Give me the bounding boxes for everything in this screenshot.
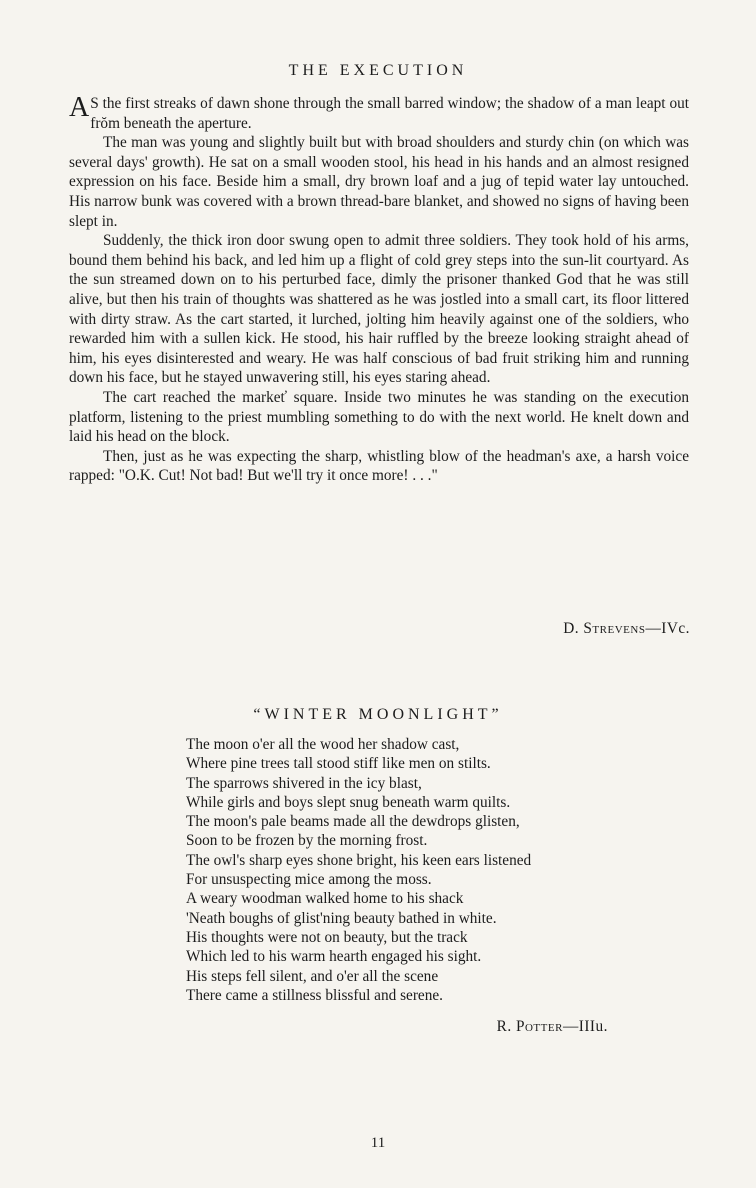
story-paragraph-text: S the first streaks of dawn shone through the small barred window; the shadow of a man leapt out frŏm beneath the aperture. [90, 95, 689, 132]
poem-line: For unsuspecting mice among the moss. [186, 871, 432, 889]
poem-line: The moon's pale beams made all the dewdrops glisten, [186, 813, 520, 831]
story-paragraph: Suddenly, the thick iron door swung open to admit three soldiers. They took hold of his arms, bound them behind his back, and led him up a flight of cold grey steps into the sun-lit courtyard. As the sun streamed down on to his perturbed face, dimly the prisoner thanked God that he was still alive, but then his train of thoughts was shattered as he was jostled into a small cart, its floor littered with dirty straw. As the cart started, it lurched, jolting him heavily against one of the soldiers, who rewarded him with a sullen kick. He stood, his hair ruffled by the breeze looking straight ahead of him, his eyes disinterested and weary. He was half conscious of bad fruit striking him and running down his face, but he stayed unwavering still, his eyes staring ahead. [69, 232, 689, 387]
page-number: 11 [370, 1135, 386, 1151]
story-author: D. Strevens [563, 620, 646, 637]
poem-author: R. Potter [496, 1018, 563, 1035]
story-byline [563, 620, 690, 638]
poem-line: The moon o'er all the wood her shadow cast, [186, 736, 460, 753]
poem-form: —IIIu. [562, 1018, 608, 1035]
poem-byline [497, 1018, 608, 1036]
poem-line: While girls and boys slept snug beneath warm quilts. [186, 793, 511, 811]
story-paragraph: The man was young and slightly built but with broad shoulders and sturdy chin (on which was several days' growth). He sat on a small wooden stool, his head in his hands and an almost resigned expression on his face. Beside him a small, dry brown loaf and a jug of tepid water lay untouched. His narrow bunk was covered with a brown thread-bare blanket, and showed no signs of having been slept in. [69, 134, 689, 230]
poem-line: Which led to his warm hearth engaged his sight. [186, 948, 482, 966]
poem-line: 'Neath boughs of glist'ning beauty bathed in white. [186, 909, 497, 927]
poem-title: “WINTER MOONLIGHT” [253, 706, 503, 723]
poem-line: Soon to be frozen by the morning frost. [186, 832, 428, 850]
poem-line: The owl's sharp eyes shone bright, his keen ears listened [186, 851, 532, 869]
story-paragraph: The cart reached the markeť square. Inside two minutes he was standing on the execution platform, listening to the priest mumbling something to do with the next world. He knelt down and laid his head on the block. [69, 388, 689, 446]
story-form: —IVc. [645, 620, 690, 637]
story-paragraph: Then, just as he was expecting the sharp, whistling blow of the headman's axe, a harsh voice rapped: "O.K. Cut! Not bad! But we'll try it once more! . . ." [69, 447, 689, 485]
poem-line: The sparrows shivered in the icy blast, [186, 774, 422, 792]
poem-line: His steps fell silent, and o'er all the scene [186, 967, 439, 985]
poem-line: There came a stillness blissful and serene. [186, 986, 443, 1004]
poem-line: His thoughts were not on beauty, but the track [186, 928, 468, 946]
poem-body [186, 735, 666, 1005]
poem-line: A weary woodman walked home to his shack [186, 890, 464, 908]
story-paragraph [69, 94, 689, 133]
story-body [69, 94, 689, 486]
story-title: THE EXECUTION [288, 62, 468, 79]
poem-line: Where pine trees tall stood stiff like men on stilts. [186, 755, 491, 773]
drop-cap: A [69, 92, 90, 123]
